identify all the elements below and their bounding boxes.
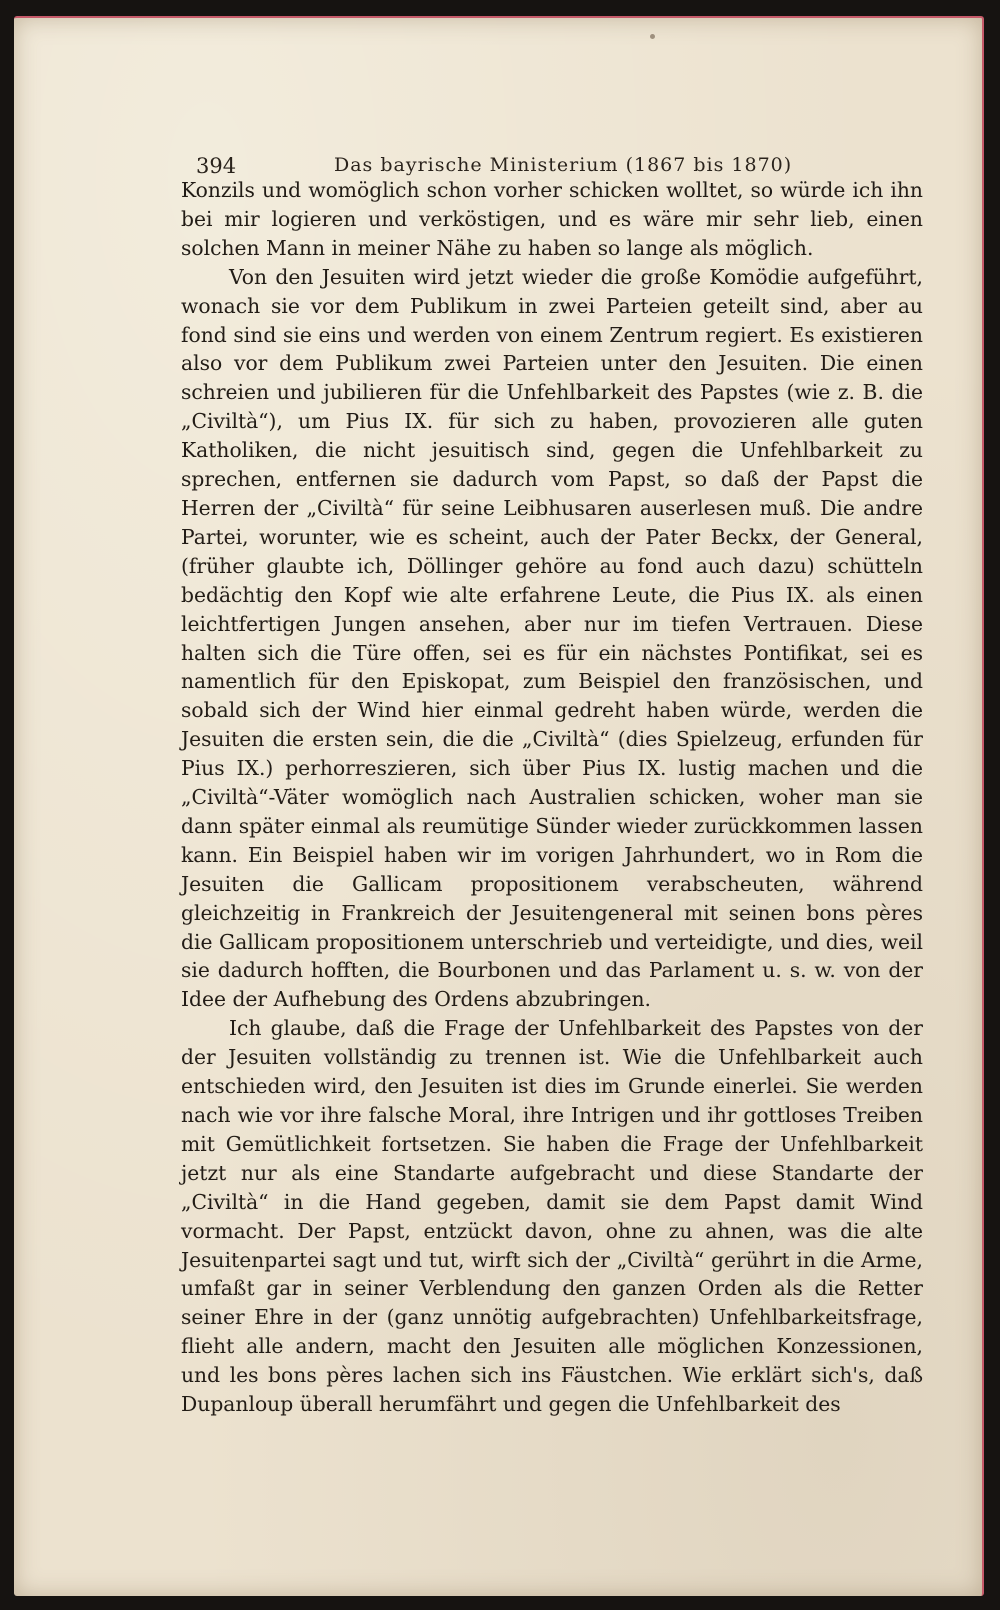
body-text <box>181 176 923 1419</box>
page-number: 394 <box>196 154 237 178</box>
paragraph-1: Konzils und womöglich schon vorher schicken wolltet, so würde ich ihn bei mir logieren und verköstigen, und es wäre mir sehr lieb, einen solchen Mann in meiner Nähe zu haben so lange als möglich. <box>181 178 923 260</box>
paper-speck <box>650 34 655 39</box>
paragraph-3: Ich glaube, daß die Frage der Unfehlbarkeit des Papstes von der der Jesuiten vollständig zu trennen ist. Wie die Unfehlbarkeit auch entschieden wird, den Jesuiten ist dies im Grunde einerlei. Sie werden nach wie vor ihre falsche Moral, ihre Intrigen und ihr gottloses Treiben mit Gemütlichkeit fortsetzen. Sie haben die Frage der Unfehlbarkeit jetzt nur als eine Standarte aufgebracht und diese Standarte der „Civiltà“ in die Hand gegeben, damit sie dem Papst damit Wind vormacht. Der Papst, entzückt davon, ohne zu ahnen, was die alte Jesuitenpartei sagt und tut, wirft sich der „Civiltà“ gerührt in die Arme, umfaßt gar in seiner Verblendung den ganzen Orden als die Retter seiner Ehre in der (ganz unnötig aufgebrachten) Unfehlbarkeitsfrage, flieht alle andern, macht den Jesuiten alle möglichen Konzessionen, und les bons pères lachen sich ins Fäustchen. Wie erklärt sich's, daß Dupanloup überall herumfährt und gegen die Unfehlbarkeit des <box>181 1016 923 1417</box>
paragraph-2: Von den Jesuiten wird jetzt wieder die große Komödie aufgeführt, wonach sie vor dem Publikum in zwei Parteien geteilt sind, aber au fond sind sie eins und werden von einem Zentrum regiert. Es existieren also vor dem Publikum zwei Parteien unter den Jesuiten. Die einen schreien und jubilieren für die Unfehlbarkeit des Papstes (wie z. B. die „Civiltà“), um Pius IX. für sich zu haben, provozieren alle guten Katholiken, die nicht jesuitisch sind, gegen die Unfehlbarkeit zu sprechen, entfernen sie dadurch vom Papst, so daß der Papst die Herren der „Civiltà“ für seine Leibhusaren auserlesen muß. Die andre Partei, worunter, wie es scheint, auch der Pater Beckx, der General, (früher glaubte ich, Döllinger gehöre au fond auch dazu) schütteln bedächtig den Kopf wie alte erfahrene Leute, die Pius IX. als einen leichtfertigen Jungen ansehen, aber nur im tiefen Vertrauen. Diese halten sich die Türe offen, sei es für ein nächstes Pontifikat, sei es namentlich für den Episkopat, zum Beispiel den französischen, und sobald sich der Wind hier einmal gedreht haben würde, werden die Jesuiten die ersten sein, die die „Civiltà“ (dies Spielzeug, erfunden für Pius IX.) perhorreszieren, sich über Pius IX. lustig machen und die „Civiltà“-Väter womöglich nach Australien schicken, woher man sie dann später einmal als reumütige Sünder wieder zurückkommen lassen kann. Ein Beispiel haben wir im vorigen Jahrhundert, wo in Rom die Jesuiten die Gallicam propositionem verabscheuten, während gleichzeitig in Frankreich der Jesuitengeneral mit seinen bons pères die Gallicam propositionem unterschrieb und verteidigte, und dies, weil sie dadurch hofften, die Bourbonen und das Parlament u. s. w. von der Idee der Aufhebung des Ordens abzubringen. <box>181 264 923 1012</box>
running-title: Das bayrische Ministerium (1867 bis 1870) <box>334 154 793 176</box>
